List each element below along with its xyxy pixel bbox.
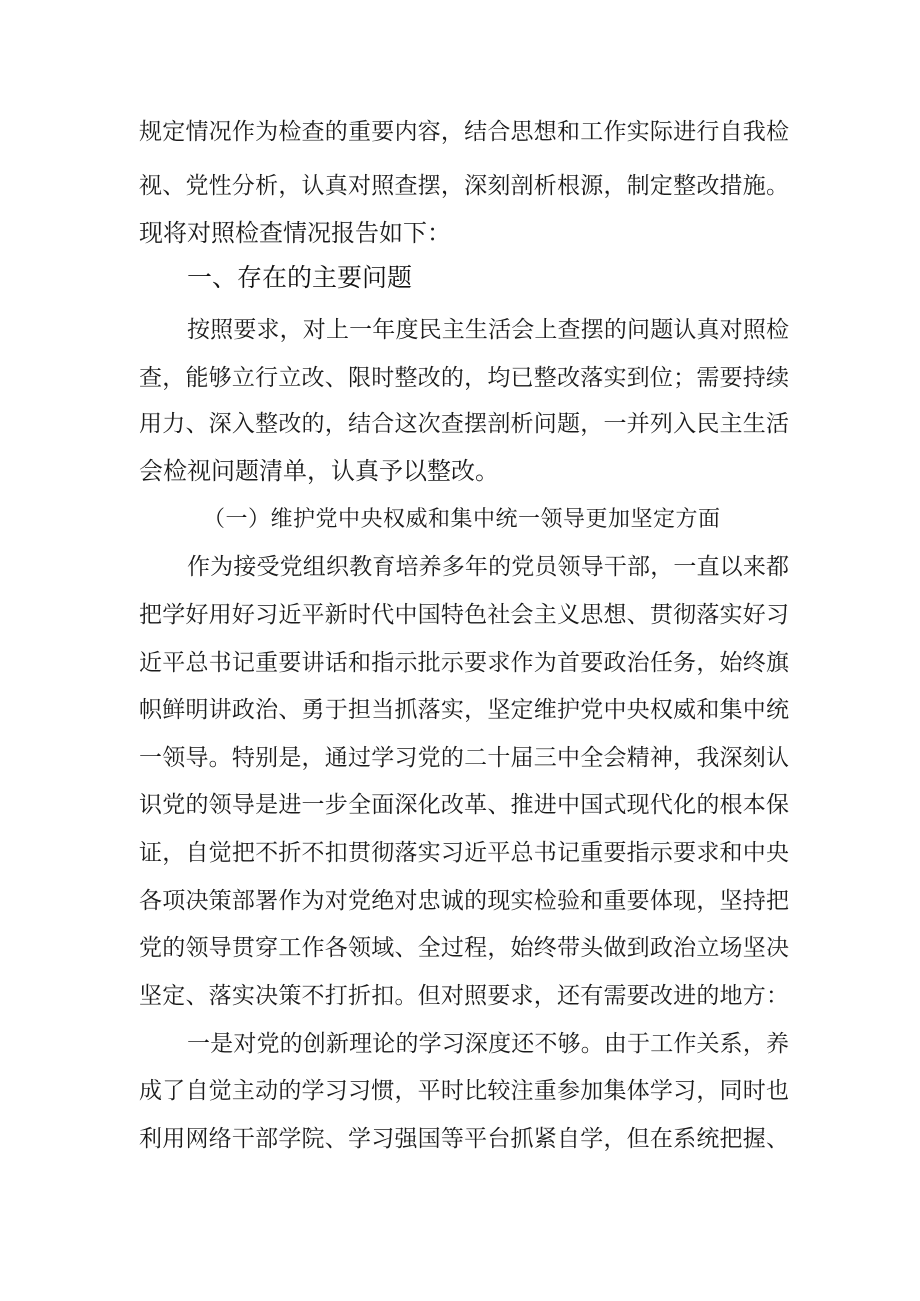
para1-line-1: 按照要求，对上一年度民主生活会上查摆的问题认真对照检	[187, 317, 789, 343]
para2-line-10: 坚定、落实决策不打折扣。但对照要求，还有需要改进的地方：	[139, 983, 789, 1009]
para2-line-9: 党的领导贯穿工作各领域、全过程，始终带头做到政治立场坚决	[139, 935, 789, 961]
para3-line-2: 成了自觉主动的学习习惯，平时比较注重参加集体学习，同时也	[139, 1078, 789, 1104]
subsection-heading: （一）维护党中央权威和集中统一领导更加坚定方面	[203, 507, 721, 532]
para2-line-2: 把学好用好习近平新时代中国特色社会主义思想、贯彻落实好习	[139, 602, 789, 628]
para3-line-1: 一是对党的创新理论的学习深度还不够。由于工作关系，养	[187, 1031, 789, 1057]
para2-line-7: 证，自觉把不折不扣贯彻落实习近平总书记重要指示要求和中央	[139, 840, 789, 866]
intro-line-2: 视、党性分析，认真对照查摆，深刻剖析根源，制定整改措施。	[139, 173, 789, 199]
para2-line-1: 作为接受党组织教育培养多年的党员领导干部，一直以来都	[187, 554, 789, 580]
intro-line-3: 现将对照检查情况报告如下：	[139, 219, 451, 247]
section-heading: 一、存在的主要问题	[187, 263, 413, 292]
para1-line-4: 会检视问题清单，认真予以整改。	[139, 457, 499, 485]
para2-line-3: 近平总书记重要讲话和指示批示要求作为首要政治任务，始终旗	[139, 650, 789, 676]
intro-line-1: 规定情况作为检查的重要内容，结合思想和工作实际进行自我检	[139, 119, 789, 145]
para2-line-8: 各项决策部署作为对党绝对忠诚的现实检验和重要体现，坚持把	[139, 888, 789, 914]
para3-line-3: 利用网络干部学院、学习强国等平台抓紧自学，但在系统把握、	[139, 1126, 789, 1152]
para1-line-3: 用力、深入整改的，结合这次查摆剖析问题，一并列入民主生活	[139, 411, 789, 437]
para2-line-5: 一领导。特别是，通过学习党的二十届三中全会精神，我深刻认	[139, 745, 789, 771]
para1-line-2: 查，能够立行立改、限时整改的，均已整改落实到位；需要持续	[139, 365, 789, 391]
para2-line-6: 识党的领导是进一步全面深化改革、推进中国式现代化的根本保	[139, 792, 789, 818]
para2-line-4: 帜鲜明讲政治、勇于担当抓落实，坚定维护党中央权威和集中统	[139, 697, 789, 723]
